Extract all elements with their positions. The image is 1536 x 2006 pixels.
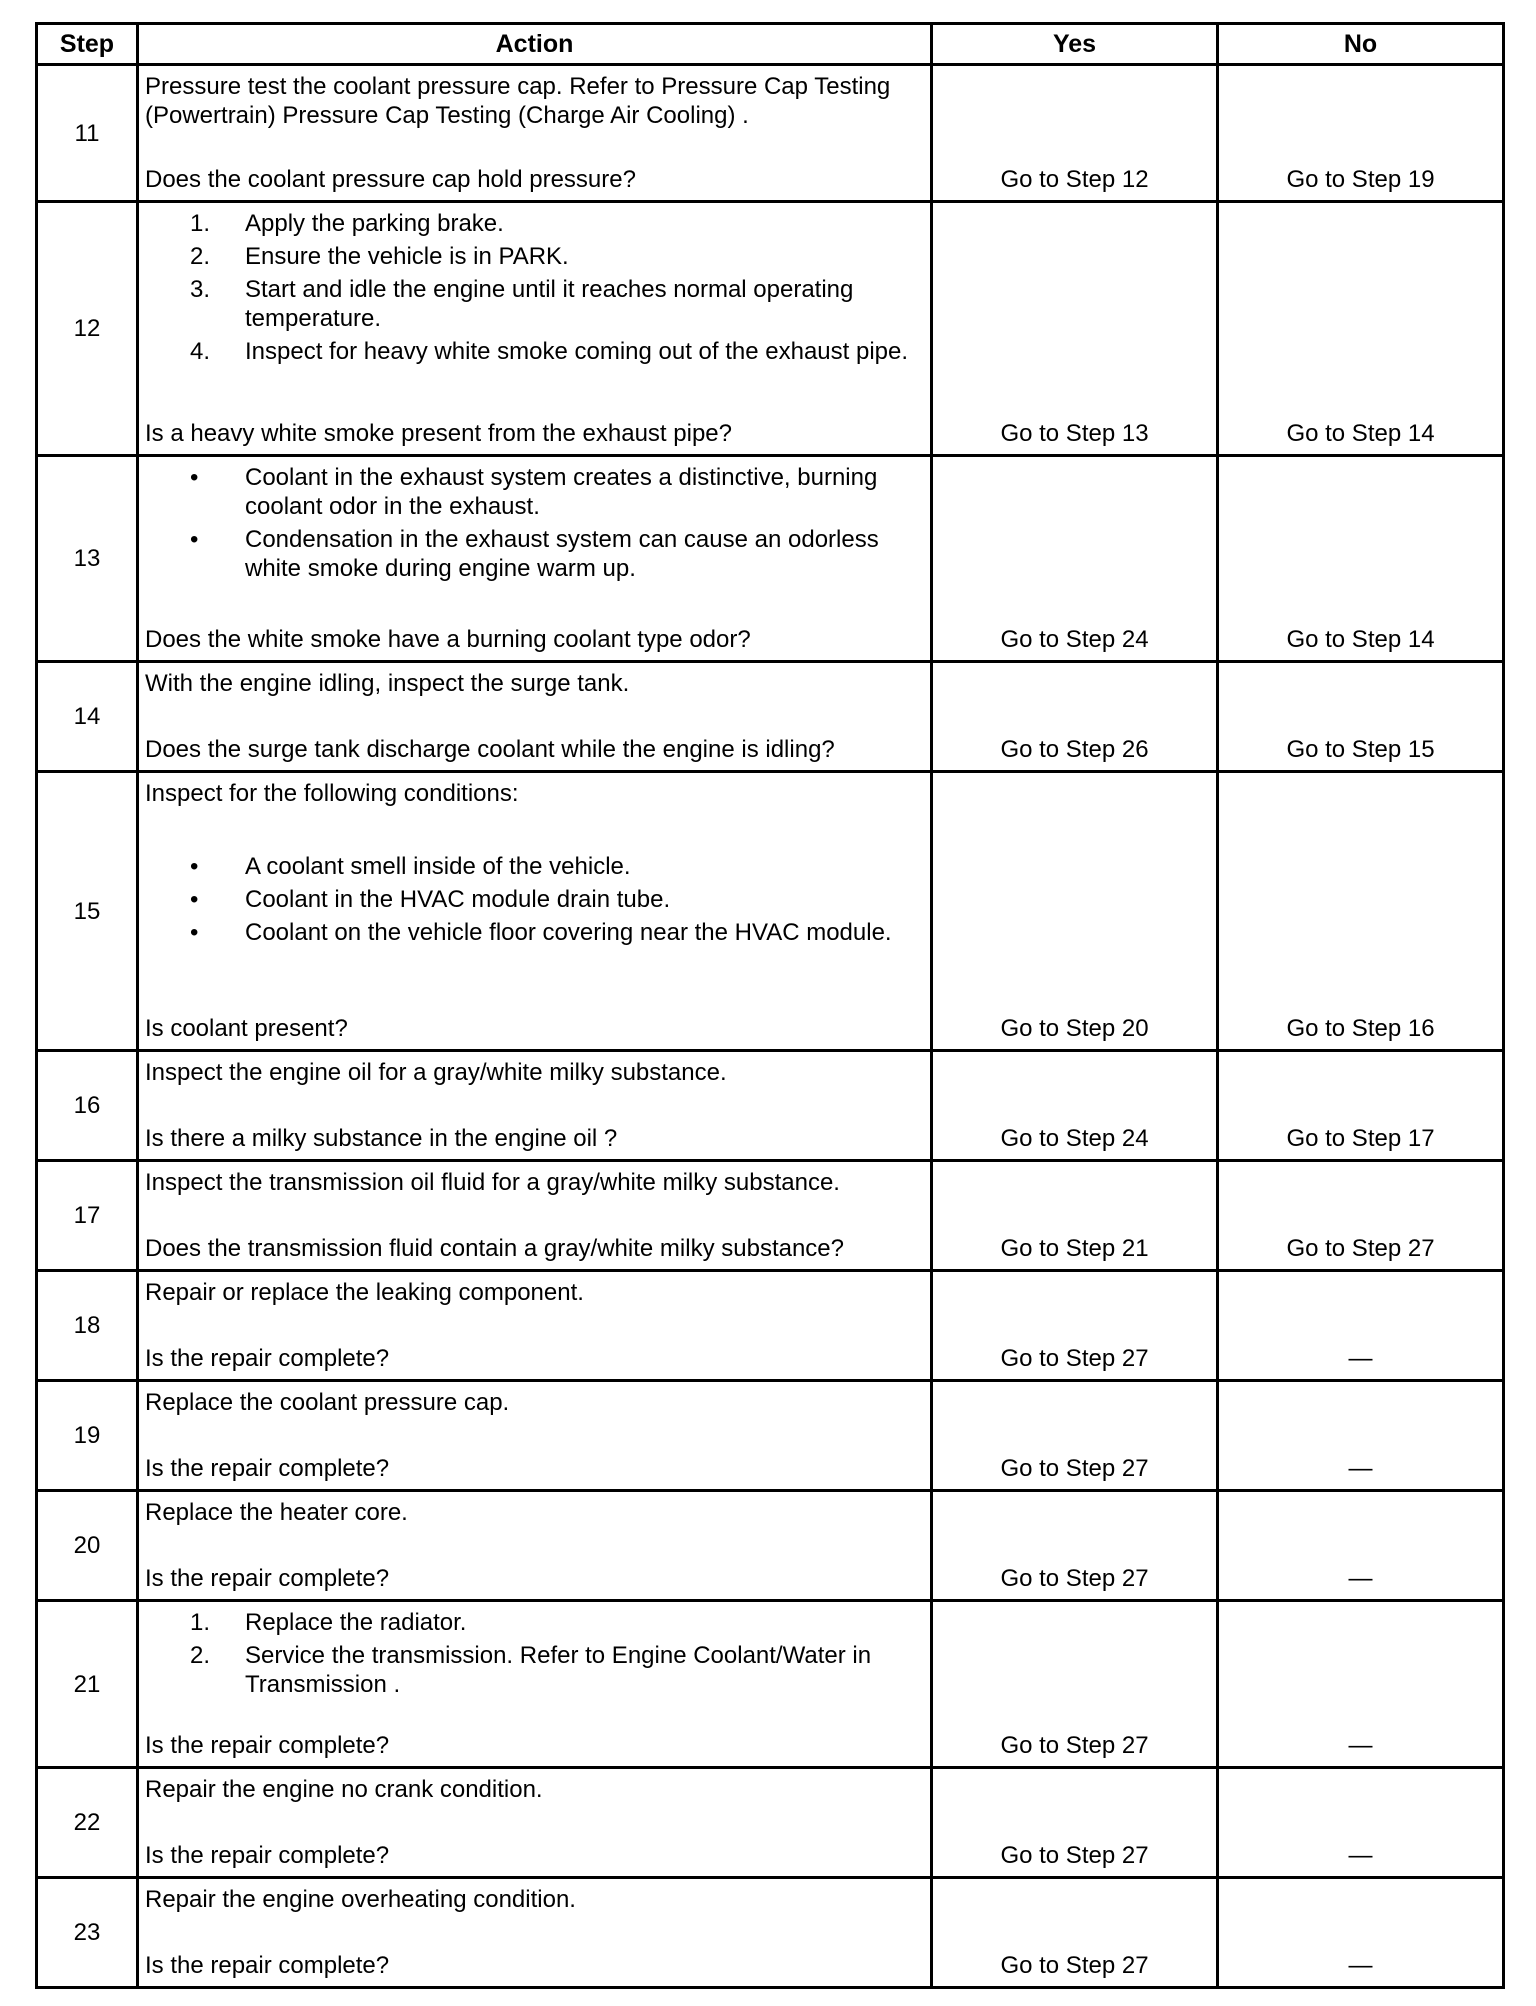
- no-result: —: [1218, 1381, 1504, 1491]
- no-result: Go to Step 16: [1218, 772, 1504, 1051]
- list-item-text: Coolant in the HVAC module drain tube.: [245, 886, 671, 913]
- table-row: [37, 662, 1504, 772]
- header-row: [37, 24, 1504, 65]
- question-text: Is coolant present?: [145, 1015, 348, 1042]
- list-number: 4.: [190, 338, 211, 365]
- bullet-icon: •: [190, 853, 199, 880]
- no-result: Go to Step 27: [1218, 1161, 1504, 1271]
- action-list: [145, 1608, 922, 1699]
- question-text: Is the repair complete?: [145, 1952, 390, 1979]
- step-number: 22: [37, 1768, 138, 1878]
- list-item: [145, 209, 922, 238]
- step-number: 18: [37, 1271, 138, 1381]
- question-text: Is the repair complete?: [145, 1565, 390, 1592]
- action-text: Inspect the engine oil for a gray/white milky substance.: [145, 1059, 727, 1086]
- no-result: Go to Step 14: [1218, 456, 1504, 662]
- question-text: Is the repair complete?: [145, 1732, 390, 1759]
- list-item: [145, 918, 922, 947]
- table-body: [37, 65, 1504, 1988]
- list-item-text: Replace the radiator.: [245, 1609, 467, 1636]
- step-number: 14: [37, 662, 138, 772]
- action-cell: [138, 456, 932, 662]
- list-item-text: Condensation in the exhaust system can cause an odorless white smoke during engine warm up.: [245, 526, 879, 582]
- no-result: Go to Step 14: [1218, 202, 1504, 456]
- bullet-icon: •: [190, 919, 199, 946]
- list-number: 1.: [190, 1609, 211, 1636]
- list-item: [145, 463, 922, 521]
- action-list: [145, 463, 922, 583]
- list-number: 3.: [190, 276, 211, 303]
- step-number: 19: [37, 1381, 138, 1491]
- header-step: Step: [37, 24, 138, 65]
- no-result: —: [1218, 1491, 1504, 1601]
- list-item-text: Start and idle the engine until it reaches normal operating temperature.: [245, 276, 854, 332]
- list-item: [145, 242, 922, 271]
- table-row: [37, 1601, 1504, 1768]
- no-result: Go to Step 17: [1218, 1051, 1504, 1161]
- table-row: [37, 456, 1504, 662]
- action-list: [145, 852, 922, 947]
- action-cell: [138, 65, 932, 202]
- no-result: —: [1218, 1271, 1504, 1381]
- list-item-text: Inspect for heavy white smoke coming out of the exhaust pipe.: [245, 338, 909, 365]
- list-item: [145, 885, 922, 914]
- list-item: [145, 337, 922, 366]
- step-number: 13: [37, 456, 138, 662]
- list-item: [145, 1608, 922, 1637]
- yes-result: Go to Step 13: [932, 202, 1218, 456]
- no-result: —: [1218, 1878, 1504, 1988]
- list-item: [145, 852, 922, 881]
- header-action: Action: [138, 24, 932, 65]
- action-text: Inspect the transmission oil fluid for a gray/white milky substance.: [145, 1169, 840, 1196]
- table-row: [37, 1768, 1504, 1878]
- list-item: [145, 525, 922, 583]
- list-item-text: Apply the parking brake.: [245, 210, 504, 237]
- table-row: [37, 1878, 1504, 1988]
- list-number: 2.: [190, 1642, 211, 1669]
- list-item-text: Coolant in the exhaust system creates a distinctive, burning coolant odor in the exhaust.: [245, 464, 878, 520]
- action-cell: [138, 1768, 932, 1878]
- yes-result: Go to Step 27: [932, 1271, 1218, 1381]
- table-row: [37, 65, 1504, 202]
- list-number: 2.: [190, 243, 211, 270]
- yes-result: Go to Step 27: [932, 1768, 1218, 1878]
- yes-result: Go to Step 27: [932, 1491, 1218, 1601]
- action-cell: [138, 1878, 932, 1988]
- yes-result: Go to Step 20: [932, 772, 1218, 1051]
- question-text: Does the coolant pressure cap hold pressure?: [145, 166, 636, 193]
- list-item-text: A coolant smell inside of the vehicle.: [245, 853, 631, 880]
- yes-result: Go to Step 21: [932, 1161, 1218, 1271]
- step-number: 11: [37, 65, 138, 202]
- table-row: [37, 1161, 1504, 1271]
- action-text: Pressure test the coolant pressure cap. Refer to Pressure Cap Testing (Powertrain) Pressure Cap Testing (Charge Air Cooling) .: [145, 73, 891, 129]
- no-result: —: [1218, 1768, 1504, 1878]
- action-cell: [138, 772, 932, 1051]
- question-text: Does the transmission fluid contain a gray/white milky substance?: [145, 1235, 844, 1262]
- step-number: 20: [37, 1491, 138, 1601]
- diagnostic-table: [35, 22, 1505, 1989]
- question-text: Is the repair complete?: [145, 1842, 390, 1869]
- question-text: Does the surge tank discharge coolant while the engine is idling?: [145, 736, 835, 763]
- yes-result: Go to Step 26: [932, 662, 1218, 772]
- action-list: [145, 209, 922, 366]
- action-cell: [138, 1491, 932, 1601]
- yes-result: Go to Step 27: [932, 1601, 1218, 1768]
- table-row: [37, 1271, 1504, 1381]
- question-text: Is there a milky substance in the engine oil ?: [145, 1125, 618, 1152]
- action-cell: [138, 1271, 932, 1381]
- no-result: —: [1218, 1601, 1504, 1768]
- no-result: Go to Step 19: [1218, 65, 1504, 202]
- list-number: 1.: [190, 210, 211, 237]
- action-cell: [138, 1601, 932, 1768]
- action-cell: [138, 1161, 932, 1271]
- yes-result: Go to Step 27: [932, 1878, 1218, 1988]
- action-cell: [138, 662, 932, 772]
- yes-result: Go to Step 12: [932, 65, 1218, 202]
- no-result: Go to Step 15: [1218, 662, 1504, 772]
- step-number: 23: [37, 1878, 138, 1988]
- action-cell: [138, 1051, 932, 1161]
- step-number: 12: [37, 202, 138, 456]
- action-cell: [138, 1381, 932, 1491]
- table-row: [37, 1051, 1504, 1161]
- yes-result: Go to Step 24: [932, 456, 1218, 662]
- list-item-text: Coolant on the vehicle floor covering near the HVAC module.: [245, 919, 892, 946]
- yes-result: Go to Step 27: [932, 1381, 1218, 1491]
- action-text: Repair the engine overheating condition.: [145, 1886, 576, 1913]
- list-item: [145, 275, 922, 333]
- table-row: [37, 772, 1504, 1051]
- action-text: Repair the engine no crank condition.: [145, 1776, 543, 1803]
- question-text: Is the repair complete?: [145, 1455, 390, 1482]
- step-number: 15: [37, 772, 138, 1051]
- step-number: 17: [37, 1161, 138, 1271]
- question-text: Does the white smoke have a burning coolant type odor?: [145, 626, 751, 653]
- list-item-text: Service the transmission. Refer to Engine Coolant/Water in Transmission .: [245, 1642, 872, 1698]
- bullet-icon: •: [190, 464, 199, 491]
- step-number: 16: [37, 1051, 138, 1161]
- step-number: 21: [37, 1601, 138, 1768]
- list-item-text: Ensure the vehicle is in PARK.: [245, 243, 569, 270]
- table-row: [37, 1491, 1504, 1601]
- table-row: [37, 202, 1504, 456]
- header-no: No: [1218, 24, 1504, 65]
- header-yes: Yes: [932, 24, 1218, 65]
- action-text: Replace the coolant pressure cap.: [145, 1389, 510, 1416]
- bullet-icon: •: [190, 526, 199, 553]
- action-cell: [138, 202, 932, 456]
- question-text: Is the repair complete?: [145, 1345, 390, 1372]
- action-text: With the engine idling, inspect the surge tank.: [145, 670, 630, 697]
- action-text: Inspect for the following conditions:: [145, 780, 519, 807]
- action-text: Replace the heater core.: [145, 1499, 408, 1526]
- action-text: Repair or replace the leaking component.: [145, 1279, 584, 1306]
- list-item: [145, 1641, 922, 1699]
- bullet-icon: •: [190, 886, 199, 913]
- table-row: [37, 1381, 1504, 1491]
- question-text: Is a heavy white smoke present from the exhaust pipe?: [145, 420, 732, 447]
- yes-result: Go to Step 24: [932, 1051, 1218, 1161]
